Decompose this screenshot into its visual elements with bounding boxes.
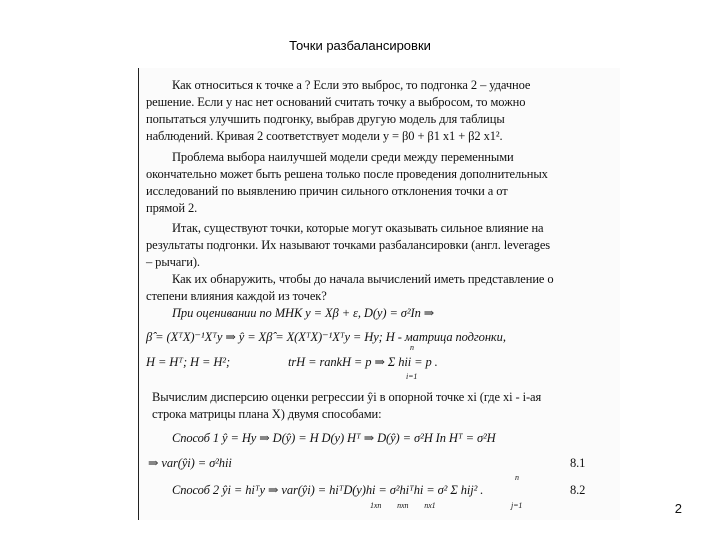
scan-left-border — [138, 68, 139, 520]
text-line: прямой 2. — [146, 201, 198, 215]
text-line: строка матрицы плана X) двумя способами: — [152, 407, 382, 421]
page-number: 2 — [674, 501, 682, 516]
equation-number: 8.2 — [570, 483, 586, 497]
equation-number: 8.1 — [570, 456, 586, 470]
sum-lower-index: i=1 — [406, 372, 418, 381]
text-line: степени влияния каждой из точек? — [146, 289, 327, 303]
text-line: – рычаги). — [146, 255, 200, 269]
formula-line: При оценивании по МНК y = Xβ + ε, D(y) = σ²In ⇒ — [172, 306, 435, 320]
sum-upper-index: n — [515, 473, 519, 482]
text-line: результаты подгонки. Их называют точками разбалансировки (англ. leverages — [146, 238, 551, 252]
text-line: решение. Если у нас нет оснований считать точку a выбросом, то можно — [146, 95, 526, 109]
sum-upper-index: n — [410, 343, 414, 352]
text-line: Как относиться к точке a ? Если это выброс, то подгонка 2 – удачное — [172, 78, 531, 92]
dimension-labels: 1xn nxn nx1 — [370, 501, 436, 510]
formula-line: Способ 2 ŷi = hiᵀy ⇒ var(ŷi) = hiᵀD(y)hi = σ²hiᵀhi = σ² Σ hij² . — [172, 483, 484, 497]
formula-line: H = Hᵀ; H = H²; — [146, 355, 231, 369]
text-line: окончательно может быть решена только после проведения дополнительных — [146, 167, 548, 181]
scanned-text-page — [138, 68, 620, 520]
text-line: Как их обнаружить, чтобы до начала вычислений иметь представление о — [172, 272, 554, 286]
text-line: Проблема выбора наилучшей модели среди между переменными — [172, 150, 514, 164]
formula-line: ⇒ var(ŷi) = σ²hii — [148, 456, 232, 470]
text-line: Вычислим дисперсию оценки регрессии ŷi в опорной точке xi (где xi - i-ая — [152, 390, 542, 404]
text-line: наблюдений. Кривая 2 соответствует модели y = β0 + β1 x1 + β2 x1². — [146, 129, 503, 143]
formula-line: Способ 1 ŷ = Hy ⇒ D(ŷ) = H D(y) Hᵀ ⇒ D(ŷ) = σ²H In Hᵀ = σ²H — [172, 431, 496, 445]
text-line: попытаться улучшить подгонку, выбрав другую модель для таблицы — [146, 112, 505, 126]
sum-lower-index: j=1 — [511, 501, 523, 510]
formula-line: trH = rankH = p ⇒ Σ hii = p . — [288, 355, 438, 369]
slide-title: Точки разбалансировки — [289, 38, 431, 53]
formula-line: β̂ = (XᵀX)⁻¹Xᵀy ⇒ ŷ = Xβ̂ = X(XᵀX)⁻¹Xᵀy = Hy; H - матрица подгонки, — [146, 330, 506, 344]
text-line: исследований по выявлению причин сильного отклонения точки a от — [146, 184, 508, 198]
text-line: Итак, существуют точки, которые могут оказывать сильное влияние на — [172, 221, 544, 235]
